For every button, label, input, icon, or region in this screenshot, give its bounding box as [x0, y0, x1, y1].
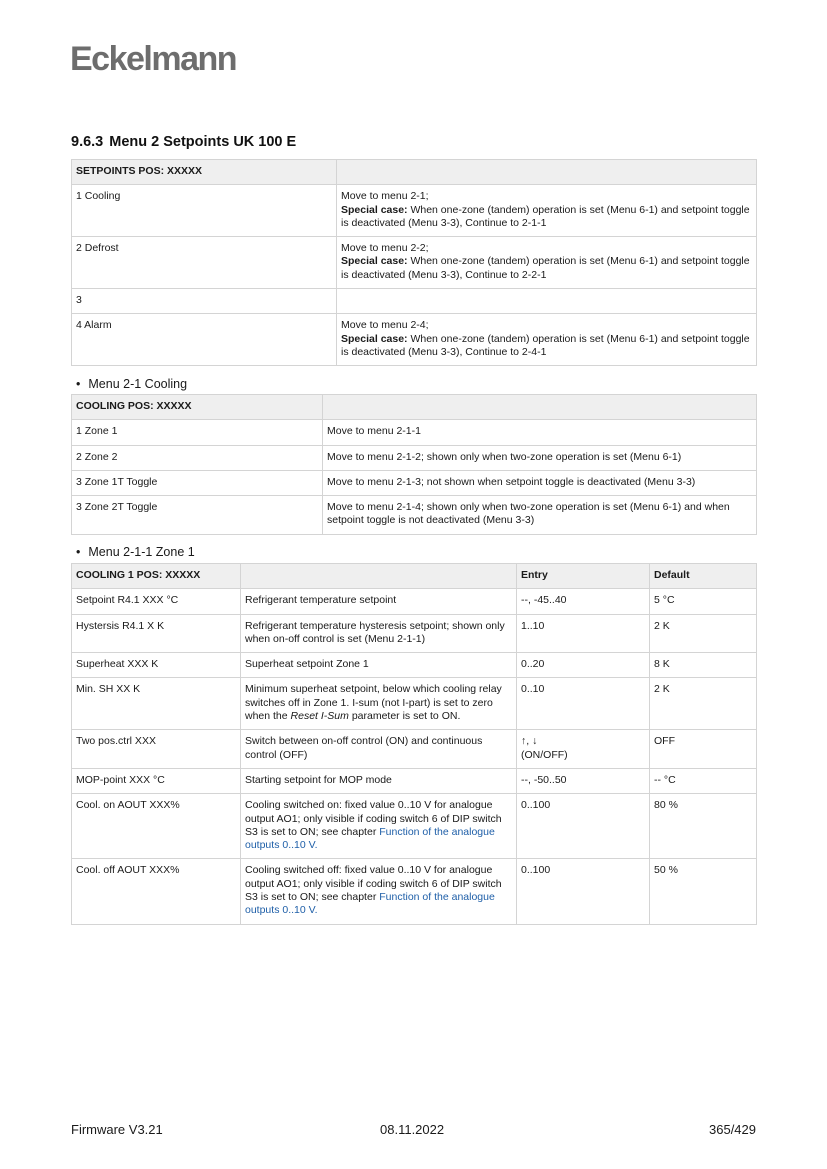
table-header-cell: Entry — [517, 564, 650, 589]
parameter-description: Starting setpoint for MOP mode — [241, 768, 517, 793]
bullet-dot: • — [76, 377, 81, 391]
arrow-up-down-icons: ↑, ↓ — [521, 735, 538, 748]
footer-date: 08.11.2022 — [380, 1122, 445, 1137]
table-row — [72, 653, 757, 678]
bullet-menu-2-1-1 — [76, 545, 195, 559]
parameter-entry — [517, 730, 650, 769]
parameter-entry: 1..10 — [517, 614, 650, 653]
parameter-default: OFF — [650, 730, 757, 769]
table-row — [72, 589, 757, 614]
table-row — [72, 420, 757, 445]
section-heading — [71, 134, 296, 150]
table-row — [72, 289, 757, 314]
special-case-text: When one-zone (tandem) operation is set (Menu 6-1) and setpoint toggle is deactivated (Menu 3-3), Continue to 2-1-1 — [341, 203, 750, 229]
parameter-description — [241, 794, 517, 859]
reset-isum-term: Reset I-Sum — [290, 710, 349, 723]
link-period: . — [314, 904, 318, 917]
menu-item: 2 Defrost — [72, 237, 337, 289]
table-header-cell: COOLING POS: XXXXX — [72, 395, 323, 420]
parameter-name: Hystersis R4.1 X K — [72, 614, 241, 653]
menu-item: 1 Cooling — [72, 185, 337, 237]
parameter-entry: --, -45..40 — [517, 589, 650, 614]
table-row — [72, 614, 757, 653]
chapter-link[interactable]: Function of the analogue outputs 0..10 V — [245, 825, 495, 852]
table-header-row — [72, 395, 757, 420]
footer-firmware: Firmware V3.21 — [71, 1122, 163, 1137]
parameter-default: 8 K — [650, 653, 757, 678]
bullet-menu-2-1 — [76, 377, 187, 391]
description-line: Move to menu 2-1; — [341, 190, 429, 203]
parameter-default: 2 K — [650, 678, 757, 730]
entry-text: (ON/OFF) — [521, 748, 568, 761]
parameter-description — [241, 859, 517, 924]
description-line: Move to menu 2-2; — [341, 242, 429, 255]
menu-item: 1 Zone 1 — [72, 420, 323, 445]
table-row — [72, 445, 757, 470]
parameter-entry: 0..100 — [517, 794, 650, 859]
table-row — [72, 314, 757, 366]
menu-description: Move to menu 2-1-4; shown only when two-zone operation is set (Menu 6-1) and when setpoint toggle is not deactivated (Menu 3-3) — [323, 496, 757, 535]
menu-description — [337, 237, 757, 289]
table-header-row — [72, 160, 757, 185]
menu-description — [337, 289, 757, 314]
footer-page-number: 365/429 — [709, 1122, 756, 1137]
parameter-name: Cool. on AOUT XXX% — [72, 794, 241, 859]
table-row — [72, 794, 757, 859]
menu-description: Move to menu 2-1-3; not shown when setpoint toggle is deactivated (Menu 3-3) — [323, 470, 757, 495]
parameter-default: 2 K — [650, 614, 757, 653]
link-period: . — [314, 839, 318, 852]
section-number: 9.6.3 — [71, 134, 104, 150]
description-line: Move to menu 2-4; — [341, 319, 429, 332]
parameter-default: 5 °C — [650, 589, 757, 614]
bullet-dot: • — [76, 545, 81, 559]
parameter-name: MOP-point XXX °C — [72, 768, 241, 793]
menu-item: 2 Zone 2 — [72, 445, 323, 470]
parameter-default: 50 % — [650, 859, 757, 924]
parameter-description: Switch between on-off control (ON) and continuous control (OFF) — [241, 730, 517, 769]
parameter-description: Superheat setpoint Zone 1 — [241, 653, 517, 678]
menu-item: 3 Zone 1T Toggle — [72, 470, 323, 495]
parameter-description: Refrigerant temperature hysteresis setpoint; shown only when on-off control is set (Menu 2-1-1) — [241, 614, 517, 653]
parameter-name: Min. SH XX K — [72, 678, 241, 730]
table-header-cell: COOLING 1 POS: XXXXX — [72, 564, 241, 589]
parameter-name: Cool. off AOUT XXX% — [72, 859, 241, 924]
cooling-menu-table — [71, 394, 757, 535]
table-row — [72, 768, 757, 793]
menu-description: Move to menu 2-1-2; shown only when two-zone operation is set (Menu 6-1) — [323, 445, 757, 470]
parameter-entry: 0..10 — [517, 678, 650, 730]
parameter-name: Setpoint R4.1 XXX °C — [72, 589, 241, 614]
table-row — [72, 237, 757, 289]
table-row — [72, 859, 757, 924]
section-title: Menu 2 Setpoints UK 100 E — [109, 134, 297, 150]
menu-description — [337, 185, 757, 237]
zone1-parameter-table — [71, 563, 757, 925]
table-header-cell — [337, 160, 757, 185]
chapter-link[interactable]: Function of the analogue outputs 0..10 V — [245, 891, 495, 917]
table-row — [72, 730, 757, 769]
parameter-description — [241, 678, 517, 730]
parameter-entry: 0..100 — [517, 859, 650, 924]
description-text: Cooling switched off: fixed value 0..10 V for analogue output AO1; only visible if coding switch 6 of DIP switch S3 is set to ON; see chapter — [245, 864, 502, 904]
description-text: Minimum superheat setpoint, below which cooling relay switches off in Zone 1. I-sum (not I-part) is set to zero when the — [245, 683, 502, 723]
parameter-default: -- °C — [650, 768, 757, 793]
menu-item: 3 — [72, 289, 337, 314]
parameter-entry: 0..20 — [517, 653, 650, 678]
table-header-cell: Default — [650, 564, 757, 589]
parameter-default: 80 % — [650, 794, 757, 859]
parameter-name: Superheat XXX K — [72, 653, 241, 678]
menu-description — [337, 314, 757, 366]
table-row — [72, 470, 757, 495]
eckelmann-logo: Eckelmann — [70, 40, 237, 78]
setpoints-menu-table — [71, 159, 757, 366]
parameter-entry: --, -50..50 — [517, 768, 650, 793]
table-header-cell — [241, 564, 517, 589]
menu-description: Move to menu 2-1-1 — [323, 420, 757, 445]
table-header-cell: SETPOINTS POS: XXXXX — [72, 160, 337, 185]
menu-item: 3 Zone 2T Toggle — [72, 496, 323, 535]
table-header-cell — [323, 395, 757, 420]
description-text: parameter is set to ON. — [348, 710, 461, 723]
special-case-label: Special case: — [341, 332, 408, 345]
special-case-text: When one-zone (tandem) operation is set (Menu 6-1) and setpoint toggle is deactivated (Menu 3-3), Continue to 2-2-1 — [341, 255, 750, 281]
description-text: Cooling switched on: fixed value 0..10 V for analogue output AO1; only visible if coding switch 6 of DIP switch S3 is set to ON; see chapter — [245, 799, 502, 838]
table-row — [72, 496, 757, 535]
special-case-label: Special case: — [341, 203, 408, 216]
parameter-name: Two pos.ctrl XXX — [72, 730, 241, 769]
table-row — [72, 678, 757, 730]
bullet-text: Menu 2-1 Cooling — [88, 377, 188, 391]
menu-item: 4 Alarm — [72, 314, 337, 366]
bullet-text: Menu 2-1-1 Zone 1 — [88, 545, 195, 559]
table-header-row — [72, 564, 757, 589]
parameter-description: Refrigerant temperature setpoint — [241, 589, 517, 614]
special-case-label: Special case: — [341, 255, 408, 268]
table-row — [72, 185, 757, 237]
special-case-text: When one-zone (tandem) operation is set (Menu 6-1) and setpoint toggle is deactivated (Menu 3-3), Continue to 2-4-1 — [341, 332, 750, 358]
